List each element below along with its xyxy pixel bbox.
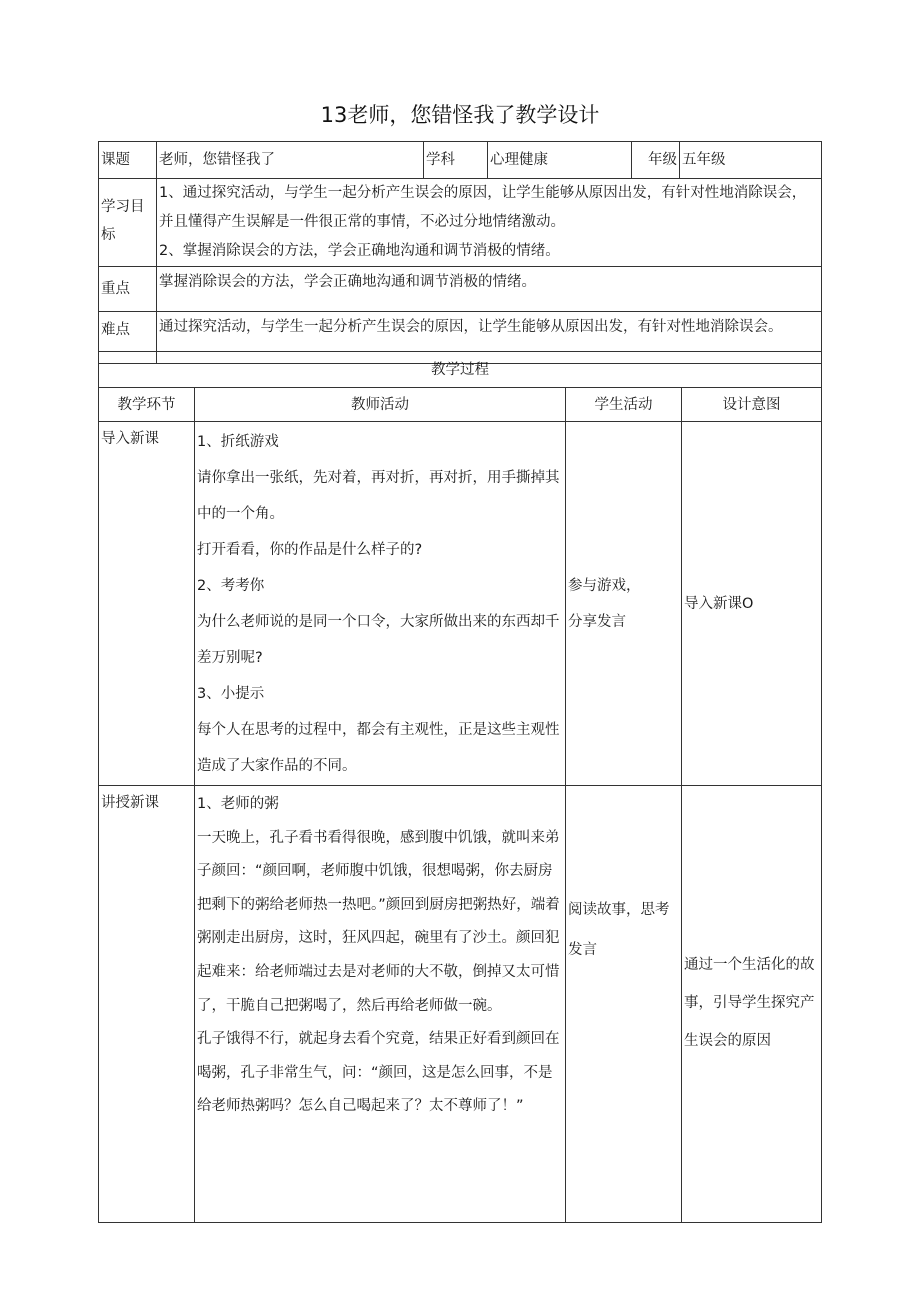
key-label: 重点: [99, 267, 157, 312]
teacher-activity-cell: [195, 786, 566, 1223]
goals-cell: [157, 179, 822, 267]
goals-row: [99, 179, 822, 267]
student-activity-cell: 阅读故事，思考发言: [566, 786, 682, 1223]
teacher-step: 3、小提示: [197, 686, 265, 702]
subject-label: 学科: [424, 142, 488, 179]
topic-row: [99, 142, 822, 179]
student-activity-cell: [566, 422, 682, 786]
grade-label: 年级: [632, 142, 680, 179]
teacher-step: 为什么老师说的是同一个口令，大家所做出来的东西却千差万别呢?: [197, 614, 560, 666]
teacher-step: 孔子饿得不行，就起身去看个究竟，结果正好看到颜回在喝粥，孔子非常生气，问：“颜回，这是怎么回事，不是给老师热粥吗？怎么自己喝起来了？太不尊师了！”: [197, 1031, 560, 1115]
teacher-step: 1、老师的粥: [197, 796, 279, 812]
header-teacher: 教师活动: [195, 388, 566, 422]
process-header-row: [99, 388, 822, 422]
header-intent: 设计意图: [682, 388, 822, 422]
header-stage: 教学环节: [99, 388, 195, 422]
teacher-step: 一天晚上，孔子看书看得很晚，感到腹中饥饿，就叫来弟子颜回：“颜回啊，老师腹中饥饿，很想喝粥，你去厨房把剩下的粥给老师热一热吧。”颜回到厨房把粥热好，端着粥刚走出厨房，这时，狂风四起，碗里有了沙土。颜回犯起难来：给老师端过去是对老师的大不敬，倒掉又太可惜了，干脆自己把粥喝了，然后再给老师做一碗。: [197, 829, 560, 1014]
design-intent-cell: 导入新课O: [682, 422, 822, 786]
stage-cell: 讲授新课: [99, 786, 195, 1223]
process-title-row: [99, 352, 822, 388]
teacher-step: 打开看看，你的作品是什么样子的?: [197, 542, 423, 558]
goal-item: 2、掌握消除误会的方法，学会正确地沟通和调节消极的情绪。: [159, 243, 560, 259]
teacher-step: 2、考考你: [197, 578, 265, 594]
topic-value: 老师，您错怪我了: [157, 142, 424, 179]
teacher-step: 1、折纸游戏: [197, 434, 279, 450]
process-row-new-lesson: [99, 786, 822, 1223]
document-title: 13老师，您错怪我了教学设计: [320, 103, 600, 127]
teacher-step: 每个人在思考的过程中，都会有主观性，正是这些主观性造成了大家作品的不同。: [197, 722, 560, 774]
header-student: 学生活动: [566, 388, 682, 422]
goal-item: 1、通过探究活动，与学生一起分析产生误会的原因，让学生能够从原因出发，有针对性地消除误会，并且懂得产生误解是一件很正常的事情，不必过分地情绪激动。: [159, 185, 807, 230]
teaching-process-table: [98, 351, 822, 1223]
key-value: 掌握消除误会的方法，学会正确地沟通和调节消极的情绪。: [157, 267, 822, 312]
difficulty-value: 通过探究活动，与学生一起分析产生误会的原因，让学生能够从原因出发，有针对性地消除误会。: [157, 312, 822, 364]
topic-label: 课题: [99, 142, 157, 179]
grade-value: 五年级: [680, 142, 822, 179]
subject-value: 心理健康: [488, 142, 632, 179]
process-title: 教学过程: [99, 352, 822, 388]
lesson-info-table: [98, 141, 822, 364]
student-activity-line: 参与游戏，: [568, 577, 641, 594]
student-activity-line: 分享发言: [568, 613, 626, 630]
design-intent-cell: 通过一个生活化的故事，引导学生探究产生误会的原因: [682, 786, 822, 1223]
teacher-step: 请你拿出一张纸，先对着，再对折，再对折，用手撕掉其中的一个角。: [197, 470, 560, 522]
process-row-intro: [99, 422, 822, 786]
key-row: [99, 267, 822, 312]
difficulty-label: 难点: [99, 312, 157, 364]
teacher-activity-cell: [195, 422, 566, 786]
goals-label: 学习目标: [99, 179, 157, 267]
stage-cell: 导入新课: [99, 422, 195, 786]
